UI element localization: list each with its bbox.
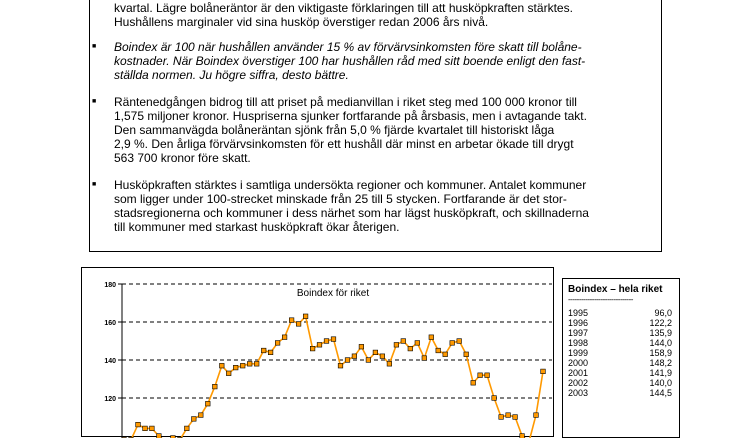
intro-line: kvartal. Lägre bolåneräntor är den viktigaste förklaringen till att husköpkraften stärktes. [114,1,573,15]
table-row [568,358,672,368]
data-point [520,434,525,438]
bullet-square-icon: ■ [92,178,96,192]
data-point [387,362,392,367]
data-point [485,373,490,378]
bullet-line: stadsregionerna och kommuner i dess närhet som har lägst husköpkraft, och skillnaderna [114,206,589,220]
data-point [206,401,211,406]
data-point [422,356,427,361]
data-point [268,350,273,355]
table-row [568,338,672,348]
data-point [471,381,476,386]
row-year: 2000 [568,358,588,368]
data-point [331,337,336,342]
data-point [492,396,497,401]
data-point [240,363,245,368]
table-row [568,378,672,388]
boindex-table [562,278,680,438]
row-year: 2001 [568,368,588,378]
data-point [506,413,511,418]
data-point [143,426,148,431]
data-point [380,354,385,359]
data-point [352,354,357,359]
row-value: 144,5 [649,388,672,398]
row-year: 1997 [568,328,588,338]
bullet-line: kostnader. När Boindex överstiger 100 har hushållen råd med sitt boende enligt den fast- [114,54,585,68]
bullet-square-icon: ■ [92,40,96,54]
row-value: 141,9 [649,368,672,378]
bullet-line: till kommuner med starkast husköpkraft ökar återigen. [114,220,399,234]
data-point [457,339,462,344]
data-point [150,426,155,431]
report-text-box [89,0,662,252]
data-point [338,363,343,368]
row-year: 1998 [568,338,588,348]
y-tick-label: 180 [104,282,116,289]
data-point [226,371,231,376]
gridlines [122,284,552,398]
chart-title: Boindex för riket [297,288,369,299]
data-point [247,362,252,367]
data-point [408,346,413,351]
row-value: 96,0 [654,308,672,318]
y-tick-label: 160 [104,320,116,327]
data-point [359,344,364,349]
row-value: 144,0 [649,338,672,348]
bullet-line: ställda normen. Ju högre siffra, desto bättre. [114,68,349,82]
data-point [282,335,287,340]
bullet-line: 563 700 kronor före skatt. [114,151,251,165]
data-point [478,373,483,378]
row-value: 158,9 [649,348,672,358]
row-year: 1999 [568,348,588,358]
table-separator: ------------------------------ [568,295,633,304]
boindex-chart-svg [82,268,555,438]
table-row [568,388,672,398]
data-point [157,434,162,438]
row-value: 135,9 [649,328,672,338]
data-point [213,384,218,389]
table-row [568,348,672,358]
data-point [261,348,266,353]
y-tick-label: 120 [104,396,116,403]
row-year: 1995 [568,308,588,318]
table-row [568,308,672,318]
table-row [568,368,672,378]
table-title: Boindex – hela riket [568,284,662,295]
data-point [345,358,350,363]
data-point [450,341,455,346]
data-point [185,426,190,431]
intro-line: Hushållens marginaler vid sina husköp överstiger redan 2006 års nivå. [114,15,488,29]
row-year: 2002 [568,378,588,388]
data-point [443,352,448,357]
table-row [568,328,672,338]
data-point [464,352,469,357]
data-point [436,348,441,353]
y-tick-labels [104,282,122,403]
series-markers [122,314,546,438]
data-point [541,369,546,374]
row-value: 148,2 [649,358,672,368]
bullet-line: 2,9 %. Den årliga förvärvsinkomsten för ett hushåll där minst en arbetar ökade till drygt [114,137,574,151]
data-point [366,358,371,363]
data-point [394,343,399,348]
data-point [415,341,420,346]
data-point [296,322,301,327]
bullet-line: 1,575 miljoner kronor. Huspriserna sjunker fortfarande på årsbasis, men i avtagande takt. [114,109,587,123]
data-point [254,362,259,367]
data-point [429,335,434,340]
bullet-line: Boindex är 100 när hushållen använder 15 % av förvärvsinkomsten före skatt till bolåne- [114,40,582,54]
bullet-line: Den sammanvägda bolåneräntan sjönk från 5,0 % fjärde kvartalet till historiskt låga [114,123,554,137]
data-point [310,346,315,351]
data-point [401,339,406,344]
data-point [199,413,204,418]
bullet-line: som ligger under 100-strecket minskade från 25 till 5 stycken. Fortfarande är det stor- [114,192,567,206]
data-point [220,363,225,368]
bullet-line: Husköpkraften stärktes i samtliga undersökta regioner och kommuner. Antalet kommuner [114,178,586,192]
row-value: 122,2 [649,318,672,328]
bullet-square-icon: ■ [92,95,96,109]
data-point [275,341,280,346]
bullet-line: Räntenedgången bidrog till att priset på medianvillan i riket steg med 100 000 kronor till [114,95,577,109]
row-year: 1996 [568,318,588,328]
data-point [233,365,238,370]
data-point [303,314,308,319]
table-row [568,318,672,328]
data-point [373,350,378,355]
boindex-chart [81,267,554,437]
data-point [317,343,322,348]
data-point [289,318,294,323]
row-year: 2003 [568,388,588,398]
y-tick-label: 140 [104,358,116,365]
data-point [324,339,329,344]
data-point [136,422,141,427]
data-point [534,413,539,418]
row-value: 140,0 [649,378,672,388]
